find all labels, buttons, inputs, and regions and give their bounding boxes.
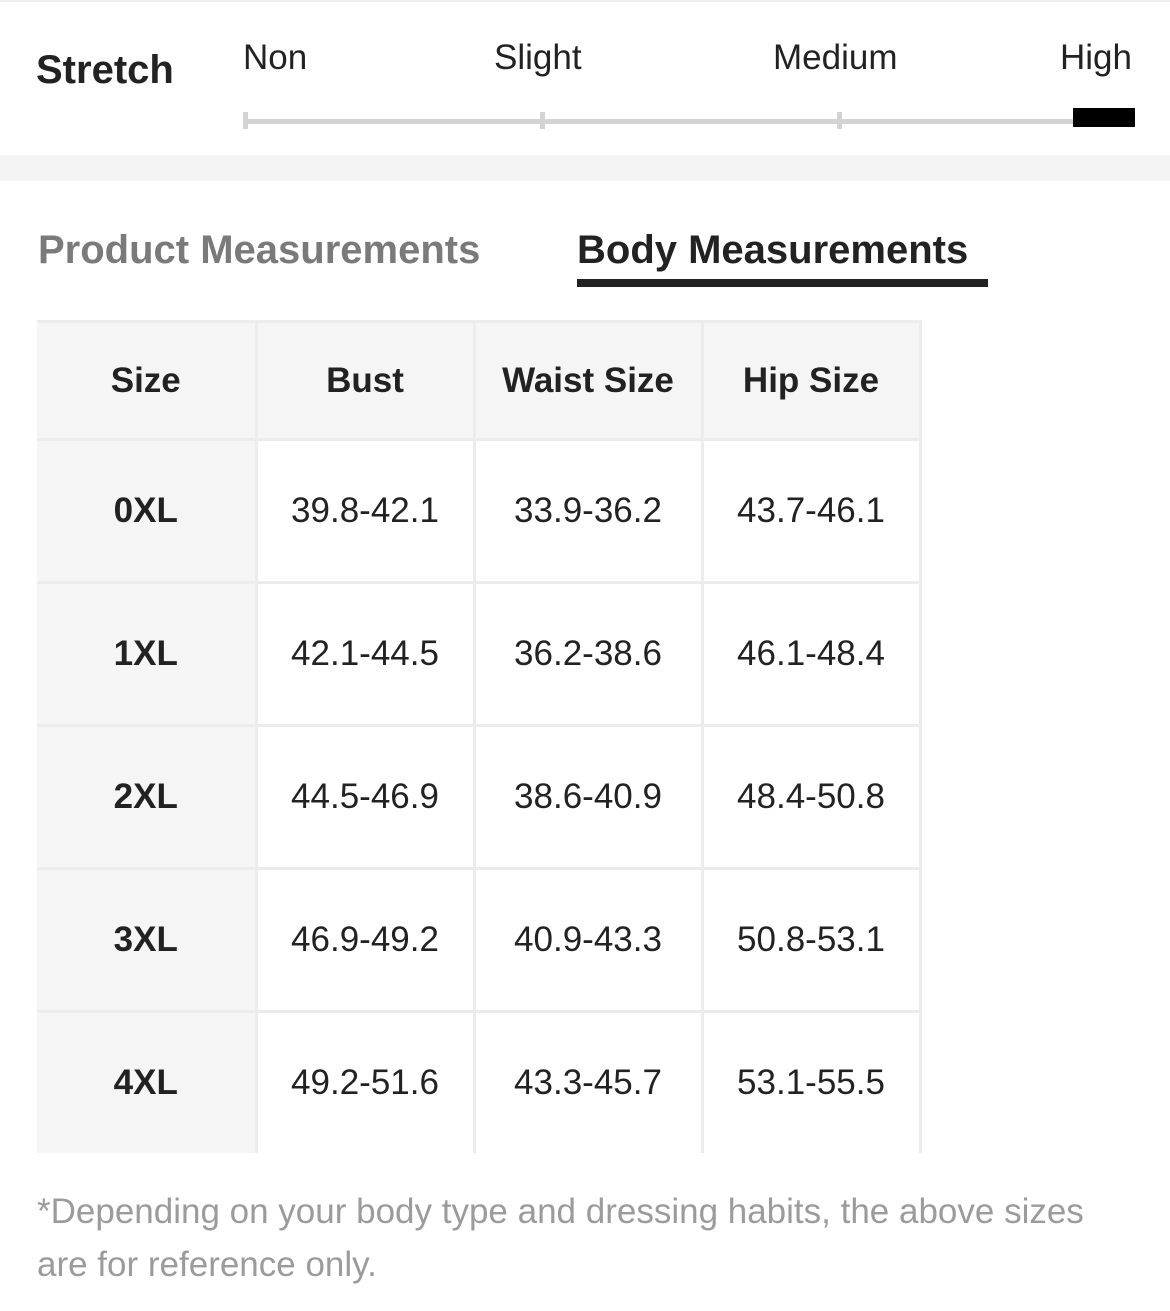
tab-body-measurements[interactable]: Body Measurements xyxy=(577,228,969,272)
stretch-level-high: High xyxy=(1060,38,1132,77)
bust-cell: 39.8-42.1 xyxy=(256,440,474,583)
table-row xyxy=(37,1012,920,1154)
bust-cell: 44.5-46.9 xyxy=(256,726,474,869)
header-waist-size: Waist Size xyxy=(474,322,702,440)
table-row xyxy=(37,583,920,726)
table-row xyxy=(37,726,920,869)
stretch-tick xyxy=(540,112,545,129)
stretch-level-non: Non xyxy=(243,38,308,77)
stretch-level-medium: Medium xyxy=(773,38,898,77)
bust-cell: 42.1-44.5 xyxy=(256,583,474,726)
active-tab-underline xyxy=(577,279,988,287)
top-divider xyxy=(0,0,1170,2)
bust-cell: 49.2-51.6 xyxy=(256,1012,474,1154)
waist-cell: 40.9-43.3 xyxy=(474,869,702,1012)
header-bust: Bust xyxy=(256,322,474,440)
table-row xyxy=(37,869,920,1012)
bust-cell: 46.9-49.2 xyxy=(256,869,474,1012)
stretch-label: Stretch xyxy=(36,48,174,92)
size-cell: 1XL xyxy=(37,583,256,726)
hip-cell: 50.8-53.1 xyxy=(702,869,920,1012)
section-divider xyxy=(0,155,1170,181)
header-size: Size xyxy=(37,322,256,440)
waist-cell: 33.9-36.2 xyxy=(474,440,702,583)
waist-cell: 36.2-38.6 xyxy=(474,583,702,726)
stretch-scale-track xyxy=(243,119,1135,124)
size-cell: 2XL xyxy=(37,726,256,869)
waist-cell: 38.6-40.9 xyxy=(474,726,702,869)
size-cell: 4XL xyxy=(37,1012,256,1154)
table-header-row xyxy=(37,322,920,440)
header-hip-size: Hip Size xyxy=(702,322,920,440)
tab-product-measurements[interactable]: Product Measurements xyxy=(38,228,481,272)
table-row xyxy=(37,440,920,583)
hip-cell: 48.4-50.8 xyxy=(702,726,920,869)
size-cell: 0XL xyxy=(37,440,256,583)
waist-cell: 43.3-45.7 xyxy=(474,1012,702,1154)
disclaimer-note: *Depending on your body type and dressing habits, the above sizes are for reference only. xyxy=(37,1192,1084,1284)
stretch-tick xyxy=(837,112,842,129)
stretch-tick xyxy=(243,112,248,129)
hip-cell: 43.7-46.1 xyxy=(702,440,920,583)
stretch-selected-indicator xyxy=(1073,108,1135,127)
stretch-level-slight: Slight xyxy=(494,38,582,77)
hip-cell: 46.1-48.4 xyxy=(702,583,920,726)
size-chart-table xyxy=(37,320,922,1153)
size-cell: 3XL xyxy=(37,869,256,1012)
hip-cell: 53.1-55.5 xyxy=(702,1012,920,1154)
